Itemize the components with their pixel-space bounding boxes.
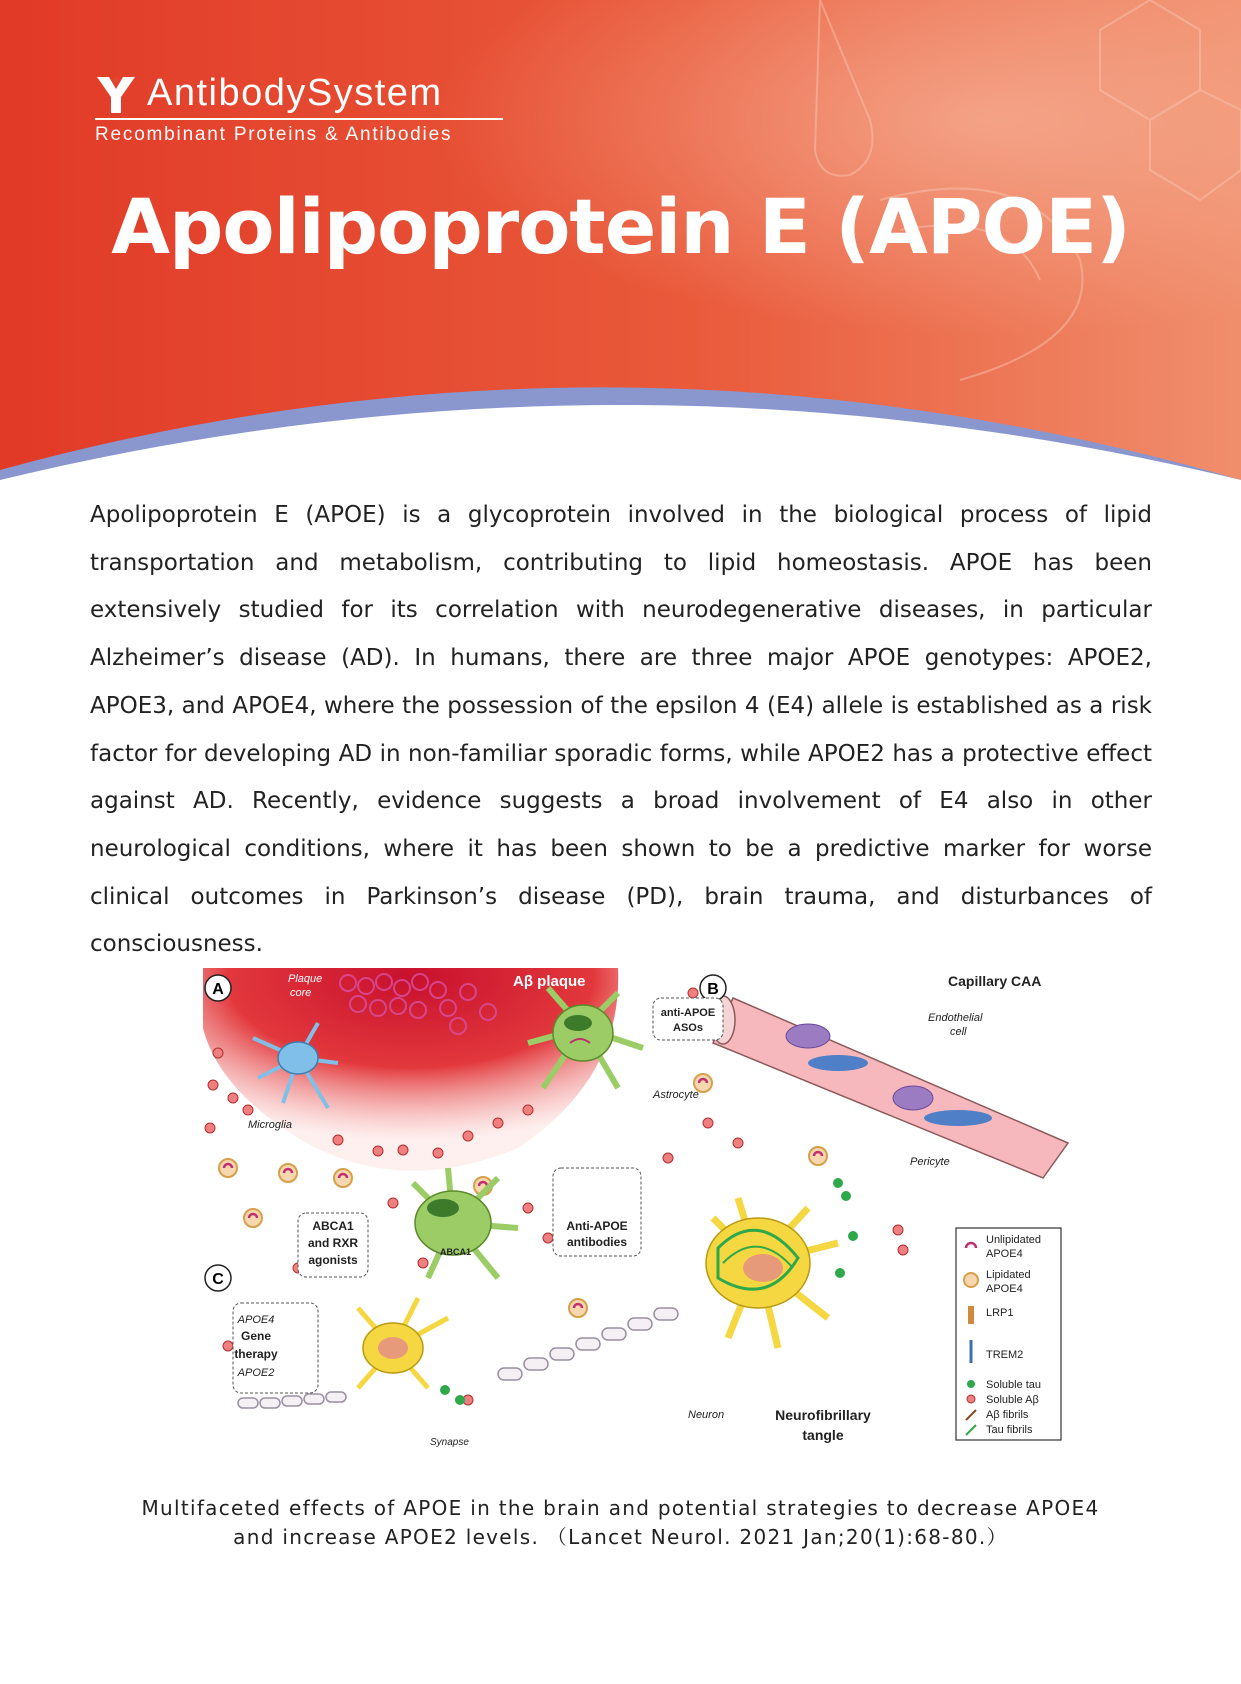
apoe-mechanism-figure (198, 968, 1068, 1448)
legend-item: Unlipidated (986, 1234, 1042, 1246)
brand-tagline: Recombinant Proteins & Antibodies (95, 124, 453, 145)
capillary-label: Capillary CAA (948, 973, 1042, 989)
soluble-tau-icon (967, 1380, 975, 1388)
endothelial-label-2: cell (950, 1026, 967, 1038)
legend-item: Soluble tau (986, 1379, 1042, 1391)
plaque-core-label-2: core (290, 987, 312, 999)
caption-line-2: and increase APOE2 levels. （Lancet Neurol. 2021 Jan;20(1):68-80.） (233, 1525, 1008, 1549)
gene-box-therapy: therapy (234, 1347, 278, 1361)
panel-a-label: A (212, 981, 224, 998)
synapse-label: Synapse (430, 1437, 469, 1448)
endothelial-label-1: Endothelial (928, 1012, 983, 1024)
lrp1-icon (968, 1306, 974, 1324)
brand-name: AntibodySystem (147, 72, 443, 114)
neuron-small (358, 1298, 448, 1388)
legend-item: Aβ fibrils (986, 1409, 1029, 1421)
legend-item: Lipidated (986, 1269, 1031, 1281)
abca1-box-3: agonists (308, 1253, 358, 1267)
legend-item: LRP1 (986, 1307, 1014, 1319)
anti-apoe-label-2: antibodies (566, 1235, 628, 1249)
abca1-box-1: ABCA1 (312, 1219, 354, 1233)
astrocyte-label: Astrocyte (653, 1089, 699, 1101)
gene-box-apoe2: APOE2 (237, 1367, 275, 1379)
neuron-large (706, 1198, 838, 1348)
neuron-label: Neuron (688, 1409, 725, 1421)
panel-b-label: B (707, 981, 719, 998)
lipidated-apoe4-icon (964, 1273, 978, 1287)
aso-label-2: ASOs (673, 1022, 703, 1034)
panel-c-label: C (212, 1271, 224, 1288)
aso-label-1: anti-APOE (660, 1007, 716, 1019)
page-title: Apolipoprotein E (APOE) (111, 182, 1130, 271)
gene-box-apoe4: APOE4 (237, 1314, 275, 1326)
legend-item: APOE4 (986, 1248, 1023, 1260)
nft-label-2: tangle (802, 1427, 844, 1443)
ab-plaque-label: Aβ plaque (513, 973, 586, 990)
legend-item: Soluble Aβ (986, 1394, 1039, 1406)
logo-divider (95, 118, 503, 120)
plaque-core-label-1: Plaque (288, 973, 323, 985)
pericyte-label: Pericyte (910, 1156, 950, 1168)
anti-apoe-label-1: Anti-APOE (566, 1219, 628, 1233)
soluble-abeta-icon (967, 1395, 975, 1403)
abca1-tag: ABCA1 (440, 1247, 472, 1257)
microglia-label: Microglia (248, 1119, 293, 1131)
caption-line-1: Multifaceted effects of APOE in the brain and potential strategies to decrease APOE4 (141, 1496, 1100, 1520)
capillary-vessel (711, 996, 1068, 1178)
nft-label-1: Neurofibrillary (775, 1407, 871, 1423)
figure-legend (956, 1228, 1061, 1440)
abca1-astrocyte (413, 1168, 518, 1278)
antibody-logo-icon (95, 73, 137, 115)
legend-item: TREM2 (986, 1349, 1024, 1361)
brand-logo (95, 72, 505, 146)
figure-caption (0, 1494, 1241, 1552)
header-banner (0, 0, 1241, 480)
abca1-box-2: and RXR (307, 1236, 359, 1250)
intro-paragraph: Apolipoprotein E (APOE) is a glycoprotein involved in the biological process of lipid transportation and metabolism, contributing to lipid homeostasis. APOE has been extensively studied for its correlation with neurodegenerative diseases, in particular Alzheimer’s disease (AD). In humans, there are three major APOE genotypes: APOE2, APOE3, and APOE4, where the possession of the epsilon 4 (E4) allele is established as a risk factor for developing AD in non-familiar sporadic forms, while APOE2 has a protective effect against AD. Recently, evidence suggests a broad involvement of E4 also in other neurological conditions, where it has been shown to be a predictive marker for worse clinical outcomes in Parkinson’s disease (PD), brain trauma, and disturbances of consciousness. (90, 502, 1152, 958)
legend-item: APOE4 (986, 1283, 1023, 1295)
gene-box-gene: Gene (240, 1329, 272, 1343)
legend-item: Tau fibrils (986, 1424, 1033, 1436)
